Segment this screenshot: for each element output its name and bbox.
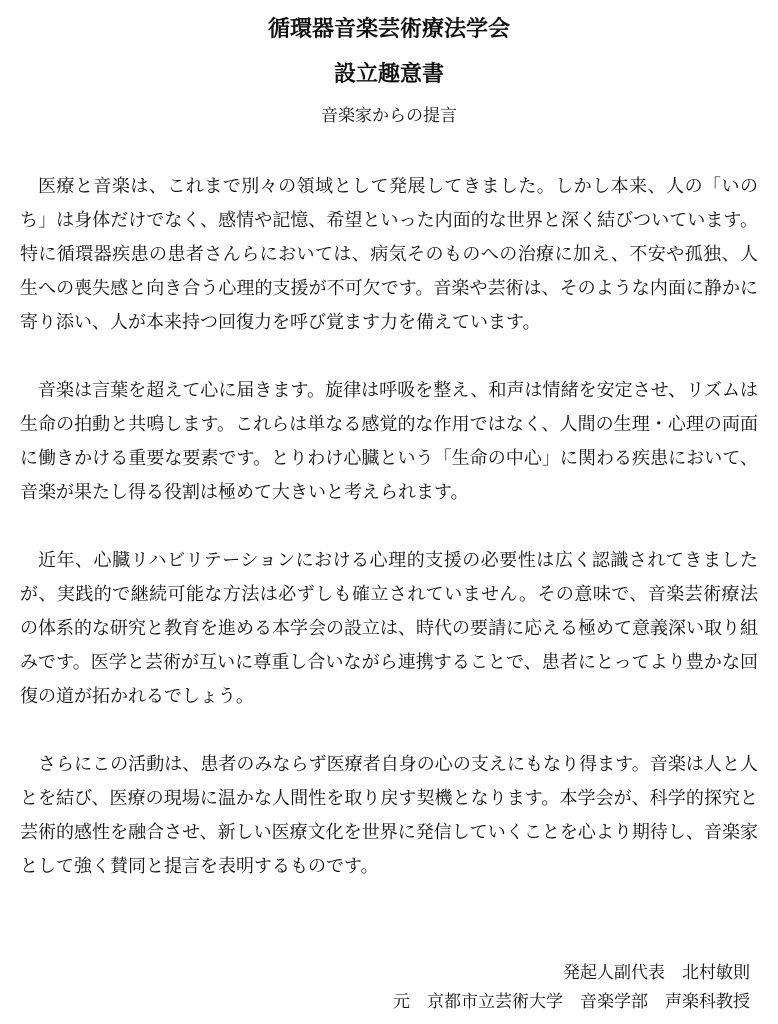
signature-affiliation: 元 京都市立芸術大学 音楽学部 声楽科教授 — [393, 992, 750, 1012]
document-body — [20, 170, 758, 918]
paragraph-1: 医療と音楽は、これまで別々の領域として発展してきました。しかし本来、人の「いのち」は身体だけでなく、感情や記憶、希望といった内面的な世界と深く結びついています。特に循環器疾患の患者さんらにおいては、病気そのものへの治療に加え、不安や孤独、人生への喪失感と向き合う心理的支援が不可欠です。音楽や芸術は、そのような内面に静かに寄り添い、人が本来持つ回復力を呼び覚ます力を備えています。 — [20, 176, 758, 333]
paragraph-2: 音楽は言葉を超えて心に届きます。旋律は呼吸を整え、和声は情緒を安定させ、リズムは生命の拍動と共鳴します。これらは単なる感覚的な作用ではなく、人間の生理・心理の両面に働きかける重要な要素です。とりわけ心臓という「生命の中心」に関わる疾患において、音楽が果たし得る役割は極めて大きいと考えられます。 — [20, 380, 758, 503]
signature-role: 発起人副代表 北村敏則 — [563, 963, 750, 983]
prospectus-title: 設立趣意書 — [333, 61, 444, 87]
paragraph-3: 近年、心臓リハビリテーションにおける心理的支援の必要性は広く認識されてきましたが、実践的で継続可能な方法は必ずしも確立されていません。その意味で、音楽芸術療法の体系的な研究と教育を進める本学会の設立は、時代の要請に応える極めて意義深い取り組みです。医学と芸術が互いに尊重し合いながら連携することで、患者にとってより豊かな回復の道が拓かれるでしょう。 — [20, 550, 758, 707]
society-title: 循環器音楽芸術療法学会 — [267, 16, 510, 42]
paragraph-4: さらにこの活動は、患者のみならず医療者自身の心の支えにもなり得ます。音楽は人と人とを結び、医療の現場に温かな人間性を取り戻す契機となります。本学会が、科学的探究と芸術的感性を融合させ、新しい医療文化を世界に発信していくことを心より期待し、音楽家として強く賛同と提言を表明するものです。 — [20, 754, 758, 877]
proposal-subtitle: 音楽家からの提言 — [321, 106, 457, 126]
